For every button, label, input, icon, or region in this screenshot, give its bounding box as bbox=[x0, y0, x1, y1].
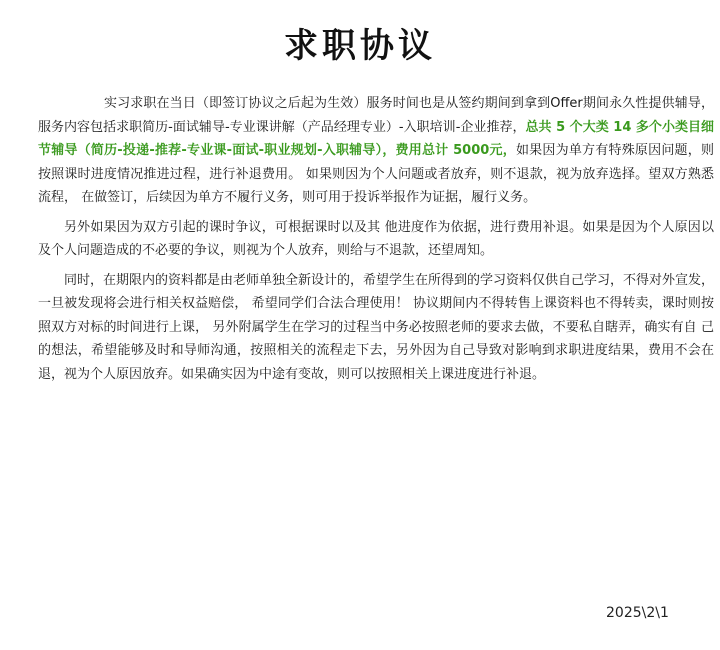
paragraph-dispute: 另外如果因为双方引起的课时争议，可根据课时以及其 他进度作为依据，进行费用补退。如果是因为个人原因以及个人问题造成的不必要的争议，则视为个人放弃，则给与不退款，还望周知。 bbox=[38, 219, 714, 258]
page-title: 求职协议 bbox=[284, 26, 436, 66]
paragraph-service-terms bbox=[38, 92, 714, 210]
service-fee-highlight: 总共 5 个大类 14 多个小类目细节辅导（简历-投递-推荐-专业课-面试-职业规划-入职辅导），费用总计 5000元， bbox=[38, 119, 714, 158]
signing-date: 2025\2\1 bbox=[606, 605, 669, 621]
service-terms-text: 实习求职在当日（即签订协议之后起为生效）服务时间也是从签约期间到拿到Offer期间永久性提供辅导，服务内容包括求职简历-面试辅导-专业课讲解（产品经理专业）-入职培训-企业推荐， bbox=[38, 96, 714, 135]
agreement-body bbox=[38, 92, 714, 392]
refund-terms-text: 如果因为单方有特殊原因问题，则按照课时进度情况推进过程，进行补退费用。 如果则因为个人问题或者放弃，则不退款，视为放弃选择。望双方熟悉流程， 在做签订，后续因为单方不履行义务，则可用于投诉举报作为证据，履行义务。 bbox=[38, 143, 714, 205]
paragraph-materials: 同时，在期限内的资料都是由老师单独全新设计的，希望学生在所得到的学习资料仅供自己学习，不得对外宣发， 一旦被发现将会进行相关权益赔偿， 希望同学们合法合理使用！ 协议期间内不得转售上课资料也不得转卖，课时则按照双方对标的时间进行上课， 另外附属学生在学习的过程当中务必按照老师的要求去做，不要私自瞎弄，确实有自 己的想法，希望能够及时和导师沟通，按照相关的流程走下去，另外因为自己导致对影响到求职进度结果，费用不会在退，视为个人原因放弃。如果确实因为中途有变故，则可以按照相关上课进度进行补退。 bbox=[38, 272, 715, 382]
